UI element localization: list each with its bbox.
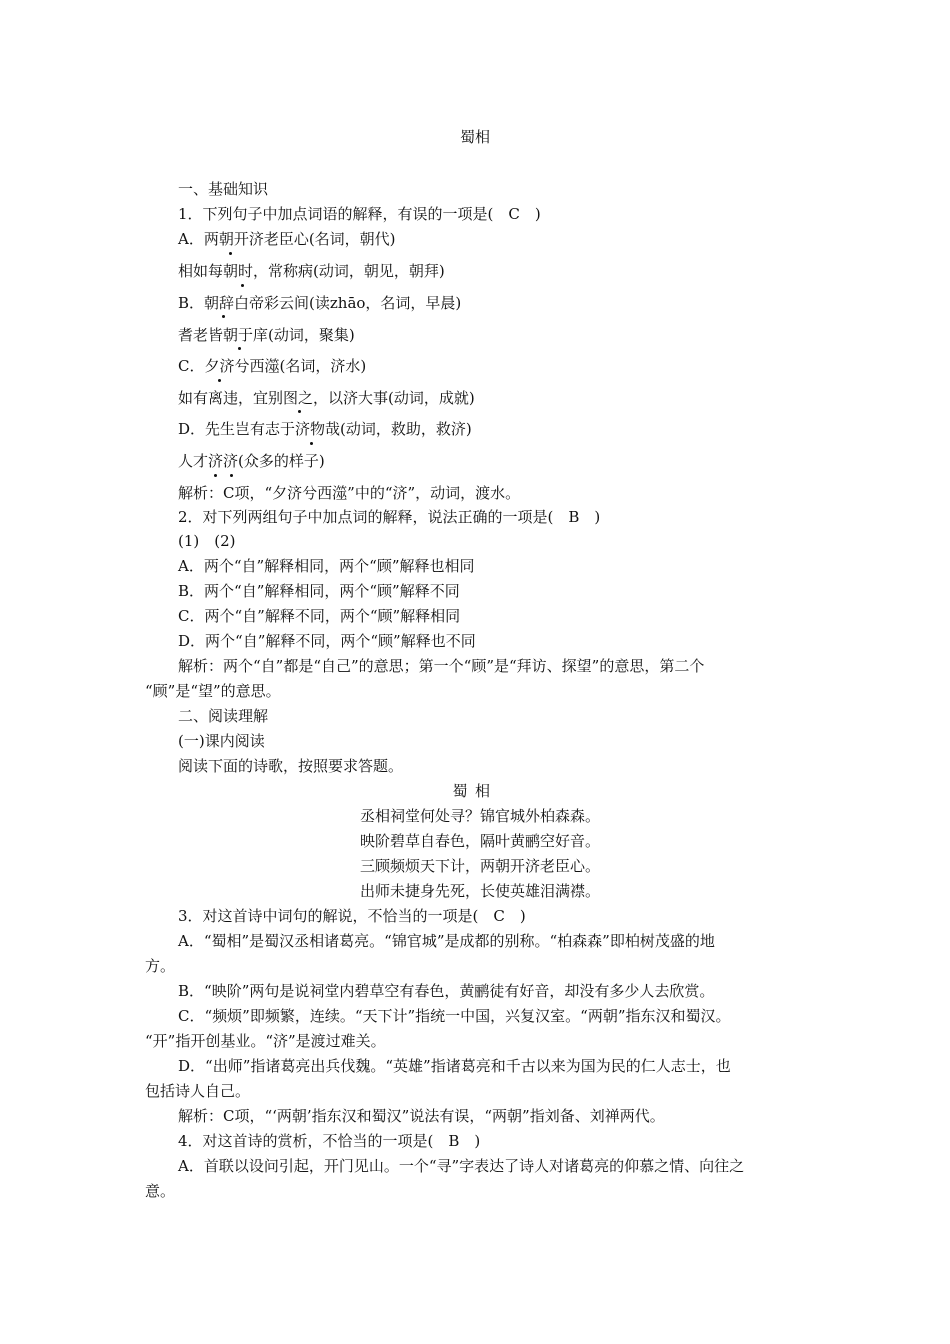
q3-option-a-cont: 方。 <box>145 957 176 975</box>
q1-analysis: 解析：C项，“夕济兮西澨”中的“济”，动词，渡水。 <box>178 484 521 502</box>
q3-option-c-cont: “开”指开创基业。“济”是渡过难关。 <box>145 1032 386 1050</box>
q1-option-d: D．先生岂有志于济物哉(动词，救助，救济) <box>178 420 472 438</box>
q1-option-b: B．朝辞白帝彩云间(读zhāo，名词，早晨) <box>178 294 462 312</box>
emphasis-dot <box>310 442 313 445</box>
q2-option-d: D．两个“自”解释不同，两个“顾”解释也不同 <box>178 632 476 650</box>
q4-option-a: A．首联以设问引起，开门见山。一个“寻”字表达了诗人对诸葛亮的仰慕之情、向往之 <box>178 1157 745 1175</box>
page-title: 蜀相 <box>459 128 490 146</box>
poem-verse: 三顾频烦天下计，两朝开济老臣心。 <box>360 857 601 875</box>
emphasis-dot <box>222 315 225 318</box>
emphasis-dot <box>218 379 221 382</box>
section-heading-basics: 一、基础知识 <box>178 180 269 198</box>
q1-option-c-sentence: 如有离违，宜别图之，以济大事(动词，成就) <box>178 389 475 407</box>
q3-option-b: B．“映阶”两句是说祠堂内碧草空有春色，黄鹂徒有好音，却没有多少人去欣赏。 <box>178 982 715 1000</box>
question-3: 3．对这首诗中词句的解说，不恰当的一项是( C ) <box>178 907 526 925</box>
section-heading-reading: 二、阅读理解 <box>178 707 269 725</box>
q2-analysis-cont: “顾”是“望”的意思。 <box>145 682 281 700</box>
emphasis-dot <box>229 252 232 255</box>
q1-option-a: A．两朝开济老臣心(名词，朝代) <box>178 230 396 248</box>
q3-analysis: 解析：C项，“‘两朝’指东汉和蜀汉”说法有误，“两朝”指刘备、刘禅两代。 <box>178 1107 665 1125</box>
q1-option-d-sentence: 人才济济(众多的样子) <box>178 452 325 470</box>
reading-instruction: 阅读下面的诗歌，按照要求答题。 <box>178 757 404 775</box>
poem-verse: 丞相祠堂何处寻？锦官城外柏森森。 <box>360 807 601 825</box>
poem-title: 蜀相 <box>452 782 498 800</box>
q2-option-c: C．两个“自”解释不同，两个“顾”解释相同 <box>178 607 461 625</box>
question-2: 2．对下列两组句子中加点词的解释，说法正确的一项是( B ) <box>178 508 601 526</box>
q1-option-a-sentence: 相如每朝时，常称病(动词，朝见，朝拜) <box>178 262 445 280</box>
question-1: 1．下列句子中加点词语的解释，有误的一项是( C ) <box>178 205 541 223</box>
poem-verse: 映阶碧草自春色，隔叶黄鹂空好音。 <box>360 832 601 850</box>
poem-verse: 出师未捷身先死，长使英雄泪满襟。 <box>360 882 601 900</box>
q2-group-labels: (1) (2) <box>178 532 236 550</box>
q3-option-c: C．“频烦”即频繁，连续。“天下计”指统一中国，兴复汉室。“两朝”指东汉和蜀汉。 <box>178 1007 731 1025</box>
subsection-heading: (一)课内阅读 <box>178 732 265 750</box>
emphasis-dot <box>214 474 217 477</box>
emphasis-dot <box>238 347 241 350</box>
q2-analysis: 解析：两个“自”都是“自己”的意思；第一个“顾”是“拜访、探望”的意思，第二个 <box>178 657 705 675</box>
emphasis-dot <box>298 410 301 413</box>
q4-option-a-cont: 意。 <box>145 1182 176 1200</box>
q2-option-b: B．两个“自”解释相同，两个“顾”解释不同 <box>178 582 460 600</box>
emphasis-dot <box>230 474 233 477</box>
question-4: 4．对这首诗的赏析，不恰当的一项是( B ) <box>178 1132 481 1150</box>
q3-option-d-cont: 包括诗人自己。 <box>145 1082 251 1100</box>
q1-option-b-sentence: 耆老皆朝于庠(动词，聚集) <box>178 326 355 344</box>
q3-option-d: D．“出师”指诸葛亮出兵伐魏。“英雄”指诸葛亮和千古以来为国为民的仁人志士，也 <box>178 1057 731 1075</box>
emphasis-dot <box>241 284 244 287</box>
q3-option-a: A．“蜀相”是蜀汉丞相诸葛亮。“锦官城”是成都的别称。“柏森森”即柏树茂盛的地 <box>178 932 715 950</box>
q1-option-c: C．夕济兮西澨(名词，济水) <box>178 357 367 375</box>
q2-option-a: A．两个“自”解释相同，两个“顾”解释也相同 <box>178 557 475 575</box>
